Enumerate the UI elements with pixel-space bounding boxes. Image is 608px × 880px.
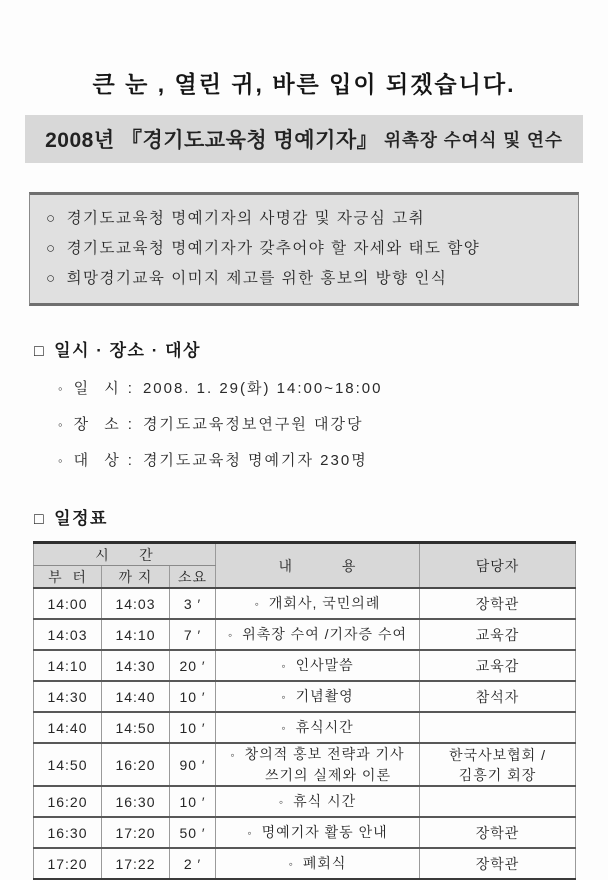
info-item-date bbox=[58, 377, 608, 398]
col-header-time-group: 시 간 bbox=[34, 543, 216, 566]
cell-content bbox=[216, 681, 420, 712]
owner-text: 교육감 bbox=[475, 626, 520, 643]
cell-content bbox=[216, 588, 420, 619]
table-row bbox=[34, 743, 576, 786]
event-title-main: 2008년 『경기도교육청 명예기자』 bbox=[45, 129, 379, 152]
col-header-content: 내 용 bbox=[216, 543, 420, 589]
cell-owner bbox=[420, 743, 576, 786]
cell-owner bbox=[420, 786, 576, 817]
owner-text: 교육감 bbox=[475, 657, 520, 674]
objective-item bbox=[46, 234, 564, 264]
small-circle-bullet-icon: ◦ bbox=[227, 628, 234, 642]
owner-text: 참석자 bbox=[475, 688, 520, 705]
table-row bbox=[34, 712, 576, 743]
owner-text: 장학관 bbox=[475, 595, 520, 612]
content-text: 휴식시간 bbox=[295, 719, 354, 735]
cell-to: 14:40 bbox=[102, 681, 170, 712]
cell-from: 14:00 bbox=[34, 588, 102, 619]
owner-text: 한국사보협회 / bbox=[449, 746, 546, 763]
table-row bbox=[34, 786, 576, 817]
cell-from: 17:20 bbox=[34, 848, 102, 879]
info-list bbox=[58, 377, 608, 470]
info-value: 경기도교육청 명예기자 230명 bbox=[142, 452, 368, 469]
info-label: 장 소 bbox=[73, 416, 125, 433]
cell-owner bbox=[420, 848, 576, 879]
cell-from: 14:50 bbox=[34, 743, 102, 786]
col-header-from: 부 터 bbox=[34, 566, 102, 589]
content-text: 인사말씀 bbox=[295, 657, 354, 673]
cell-from: 14:30 bbox=[34, 681, 102, 712]
circle-bullet-icon: ○ bbox=[46, 270, 57, 287]
table-row bbox=[34, 650, 576, 681]
square-bullet-icon: □ bbox=[34, 343, 46, 360]
table-row bbox=[34, 681, 576, 712]
cell-content bbox=[216, 817, 420, 848]
cell-content bbox=[216, 743, 420, 786]
info-value: 2008. 1. 29(화) 14:00~18:00 bbox=[142, 380, 383, 397]
objective-item bbox=[46, 264, 564, 294]
cell-to: 16:20 bbox=[102, 743, 170, 786]
objective-item bbox=[46, 204, 564, 234]
cell-owner bbox=[420, 650, 576, 681]
info-item-target bbox=[58, 449, 608, 470]
cell-from: 14:03 bbox=[34, 619, 102, 650]
event-title-banner bbox=[25, 115, 583, 163]
cell-owner bbox=[420, 681, 576, 712]
col-header-owner: 담당자 bbox=[420, 543, 576, 589]
cell-to: 17:22 bbox=[102, 848, 170, 879]
cell-dur: 3 ′ bbox=[170, 588, 216, 619]
info-label: 일 시 bbox=[73, 380, 125, 397]
table-row bbox=[34, 817, 576, 848]
objectives-box bbox=[29, 192, 579, 306]
small-circle-bullet-icon: ◦ bbox=[58, 381, 65, 396]
cell-to: 14:03 bbox=[102, 588, 170, 619]
circle-bullet-icon: ○ bbox=[46, 210, 57, 227]
cell-owner bbox=[420, 817, 576, 848]
small-circle-bullet-icon: ◦ bbox=[281, 721, 287, 735]
content-text: 폐회식 bbox=[302, 855, 347, 871]
schedule-heading-text: 일정표 bbox=[54, 509, 108, 528]
cell-to: 17:20 bbox=[102, 817, 170, 848]
cell-to: 16:30 bbox=[102, 786, 170, 817]
small-circle-bullet-icon: ◦ bbox=[288, 857, 294, 871]
small-circle-bullet-icon: ◦ bbox=[281, 659, 287, 673]
table-row bbox=[34, 848, 576, 879]
schedule-table-wrap bbox=[33, 541, 608, 880]
cell-dur: 10 ′ bbox=[170, 786, 216, 817]
col-header-dur: 소요 bbox=[170, 566, 216, 589]
cell-to: 14:50 bbox=[102, 712, 170, 743]
small-circle-bullet-icon: ◦ bbox=[58, 417, 65, 432]
cell-dur: 50 ′ bbox=[170, 817, 216, 848]
objective-text: 경기도교육청 명예기자의 사명감 및 자긍심 고취 bbox=[66, 210, 426, 227]
small-circle-bullet-icon: ◦ bbox=[278, 795, 285, 809]
small-circle-bullet-icon: ◦ bbox=[247, 826, 253, 840]
cell-dur: 10 ′ bbox=[170, 712, 216, 743]
objective-text: 경기도교육청 명예기자가 갖추어야 할 자세와 태도 함양 bbox=[66, 240, 481, 257]
owner-text: 장학관 bbox=[475, 855, 520, 872]
cell-from: 14:10 bbox=[34, 650, 102, 681]
owner-text-line2: 김흥기 회장 bbox=[458, 766, 537, 783]
circle-bullet-icon: ○ bbox=[46, 240, 57, 257]
cell-dur: 2 ′ bbox=[170, 848, 216, 879]
objective-text: 희망경기교육 이미지 제고를 위한 홍보의 방향 인식 bbox=[66, 270, 448, 287]
cell-owner bbox=[420, 712, 576, 743]
content-text: 개회사, 국민의례 bbox=[268, 595, 381, 611]
cell-to: 14:30 bbox=[102, 650, 170, 681]
cell-dur: 20 ′ bbox=[170, 650, 216, 681]
cell-to: 14:10 bbox=[102, 619, 170, 650]
colon-separator: : bbox=[127, 416, 134, 433]
owner-text: 장학관 bbox=[475, 824, 520, 841]
cell-dur: 90 ′ bbox=[170, 743, 216, 786]
content-text: 창의적 홍보 전략과 기사 bbox=[244, 746, 405, 762]
small-circle-bullet-icon: ◦ bbox=[230, 748, 236, 762]
col-header-to: 까 지 bbox=[102, 566, 170, 589]
slogan-title: 큰 눈 , 열린 귀, 바른 입이 되겠습니다. bbox=[92, 71, 516, 97]
small-circle-bullet-icon: ◦ bbox=[254, 597, 260, 611]
cell-content bbox=[216, 848, 420, 879]
table-header-row-1 bbox=[34, 543, 576, 566]
schedule-section-heading bbox=[34, 504, 608, 529]
content-text-line2: 쓰기의 실제와 이론 bbox=[265, 767, 391, 783]
content-text: 위촉장 수여 /기자증 수여 bbox=[242, 626, 408, 642]
content-text: 명예기자 활동 안내 bbox=[261, 824, 388, 840]
small-circle-bullet-icon: ◦ bbox=[281, 690, 287, 704]
event-title-sub: 위촉장 수여식 및 연수 bbox=[384, 129, 563, 150]
colon-separator: : bbox=[127, 380, 134, 397]
cell-from: 16:30 bbox=[34, 817, 102, 848]
cell-dur: 7 ′ bbox=[170, 619, 216, 650]
info-item-place bbox=[58, 413, 608, 434]
cell-from: 14:40 bbox=[34, 712, 102, 743]
info-section-heading bbox=[34, 336, 608, 361]
cell-dur: 10 ′ bbox=[170, 681, 216, 712]
info-label: 대 상 bbox=[73, 452, 125, 469]
cell-owner bbox=[420, 588, 576, 619]
content-text: 휴식 시간 bbox=[293, 793, 357, 809]
cell-content bbox=[216, 619, 420, 650]
colon-separator: : bbox=[127, 452, 134, 469]
square-bullet-icon: □ bbox=[34, 511, 46, 528]
table-row bbox=[34, 588, 576, 619]
cell-content bbox=[216, 650, 420, 681]
cell-content bbox=[216, 712, 420, 743]
cell-from: 16:20 bbox=[34, 786, 102, 817]
info-value: 경기도교육정보연구원 대강당 bbox=[142, 416, 364, 433]
table-row bbox=[34, 619, 576, 650]
cell-owner bbox=[420, 619, 576, 650]
small-circle-bullet-icon: ◦ bbox=[58, 453, 65, 468]
cell-content bbox=[216, 786, 420, 817]
content-text: 기념촬영 bbox=[295, 688, 354, 704]
info-heading-text: 일시 · 장소 · 대상 bbox=[54, 341, 201, 360]
schedule-table bbox=[33, 541, 576, 880]
